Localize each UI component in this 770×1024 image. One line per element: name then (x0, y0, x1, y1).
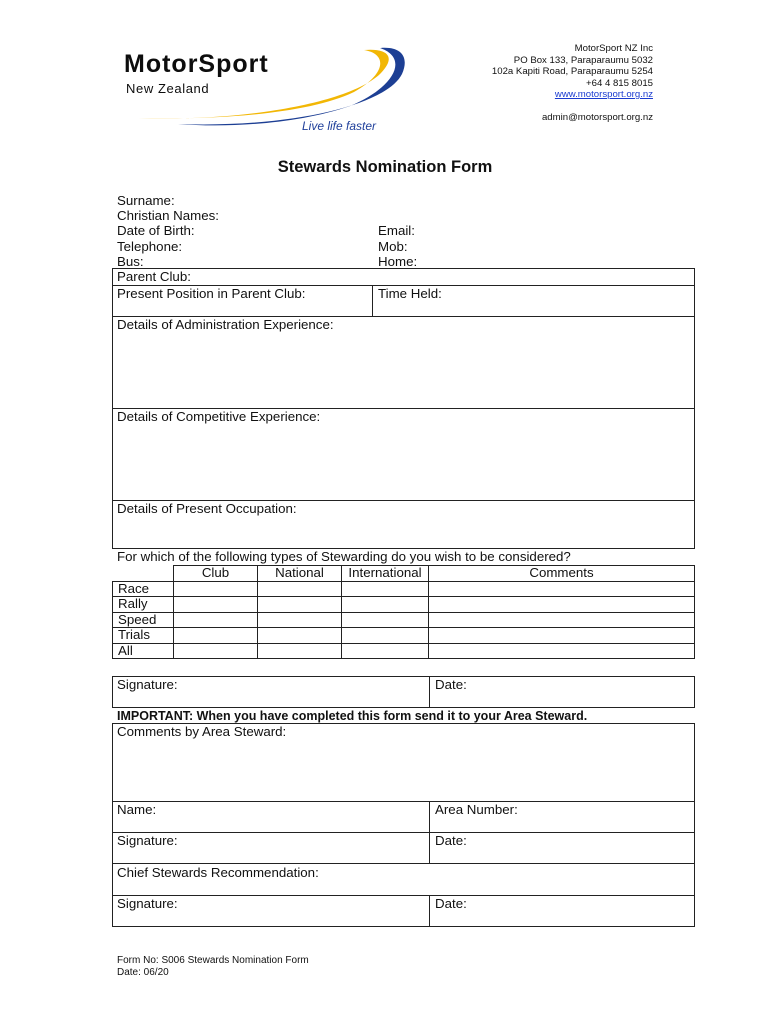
present-position-label: Present Position in Parent Club: (117, 286, 306, 301)
footer (117, 955, 309, 979)
divider (429, 801, 430, 863)
telephone-label: Telephone: (117, 239, 183, 254)
admin-experience-label: Details of Administration Experience: (117, 317, 334, 332)
checkbox-cell[interactable] (174, 628, 258, 644)
org-name: MotorSport NZ Inc (574, 43, 653, 54)
checkbox-cell[interactable] (174, 597, 258, 613)
stewarding-question: For which of the following types of Stewarding do you wish to be considered? (117, 549, 571, 564)
table-row (113, 628, 695, 644)
chief-signature-label: Signature: (117, 896, 178, 911)
divider (112, 832, 695, 833)
column-header: Club (174, 566, 258, 582)
comments-cell[interactable] (429, 597, 695, 613)
column-header: Comments (429, 566, 695, 582)
area-steward-comments-label: Comments by Area Steward: (117, 724, 287, 739)
row-label: Race (113, 581, 174, 597)
checkbox-cell[interactable] (258, 597, 342, 613)
time-held-label: Time Held: (378, 286, 442, 301)
checkbox-cell[interactable] (342, 597, 429, 613)
checkbox-cell[interactable] (258, 628, 342, 644)
checkbox-cell[interactable] (258, 581, 342, 597)
divider (112, 895, 695, 896)
bus-label: Bus: (117, 254, 144, 269)
checkbox-cell[interactable] (174, 612, 258, 628)
street-address: 102a Kapiti Road, Paraparaumu 5254 (491, 66, 653, 77)
po-box: PO Box 133, Paraparaumu 5032 (513, 54, 653, 66)
chief-recommendation-label: Chief Stewards Recommendation: (117, 865, 319, 880)
checkbox-cell[interactable] (258, 643, 342, 659)
table-header-row (113, 566, 695, 582)
divider (429, 676, 430, 708)
checkbox-cell[interactable] (174, 581, 258, 597)
checkbox-cell[interactable] (342, 612, 429, 628)
divider (429, 895, 430, 927)
email-label: Email: (378, 223, 415, 238)
area-steward-signature-label: Signature: (117, 833, 178, 848)
column-header: National (258, 566, 342, 582)
logo-title: MotorSport (124, 50, 269, 78)
table-row (113, 643, 695, 659)
form-date: Date: 06/20 (117, 967, 169, 978)
applicant-signature-label: Signature: (117, 677, 178, 692)
surname-label: Surname: (117, 193, 175, 208)
checkbox-cell[interactable] (174, 643, 258, 659)
chief-date-label: Date: (435, 896, 467, 911)
stewarding-table (112, 565, 695, 659)
applicant-date-label: Date: (435, 677, 467, 692)
comments-cell[interactable] (429, 643, 695, 659)
table-row (113, 612, 695, 628)
logo-subtitle: New Zealand (126, 81, 210, 96)
parent-club-label: Parent Club: (117, 269, 191, 284)
checkbox-cell[interactable] (342, 643, 429, 659)
divider (112, 863, 695, 864)
checkbox-cell[interactable] (342, 628, 429, 644)
table-row (113, 581, 695, 597)
mob-label: Mob: (378, 239, 408, 254)
important-notice: IMPORTANT: When you have completed this form send it to your Area Steward. (117, 709, 588, 723)
comments-cell[interactable] (429, 581, 695, 597)
applicant-signature-box[interactable] (112, 676, 695, 708)
comments-cell[interactable] (429, 628, 695, 644)
checkbox-cell[interactable] (342, 581, 429, 597)
phone-number: +64 4 815 8015 (586, 77, 653, 89)
area-steward-name-label: Name: (117, 802, 157, 817)
comments-cell[interactable] (429, 612, 695, 628)
column-header: International (342, 566, 429, 582)
home-label: Home: (378, 254, 418, 269)
table-row (113, 597, 695, 613)
christian-names-label: Christian Names: (117, 208, 219, 223)
row-label: Trials (113, 628, 174, 644)
row-label: All (113, 643, 174, 659)
logo-tagline: Live life faster (302, 119, 377, 133)
divider (372, 285, 373, 316)
dob-label: Date of Birth: (117, 223, 195, 238)
contact-email: admin@motorsport.org.nz (541, 111, 653, 123)
area-steward-date-label: Date: (435, 833, 467, 848)
area-steward-box[interactable] (112, 723, 695, 927)
competitive-experience-label: Details of Competitive Experience: (117, 409, 321, 424)
present-occupation-label: Details of Present Occupation: (117, 501, 297, 516)
website-link[interactable]: www.motorsport.org.nz (554, 89, 653, 100)
motorsport-logo (118, 44, 418, 136)
row-label: Speed (113, 612, 174, 628)
row-label: Rally (113, 597, 174, 613)
form-title: Stewards Nomination Form (277, 158, 493, 176)
form-number: Form No: S006 Stewards Nomination Form (117, 955, 309, 966)
area-number-label: Area Number: (435, 802, 518, 817)
contact-block (492, 43, 653, 123)
divider (112, 801, 695, 802)
checkbox-cell[interactable] (258, 612, 342, 628)
